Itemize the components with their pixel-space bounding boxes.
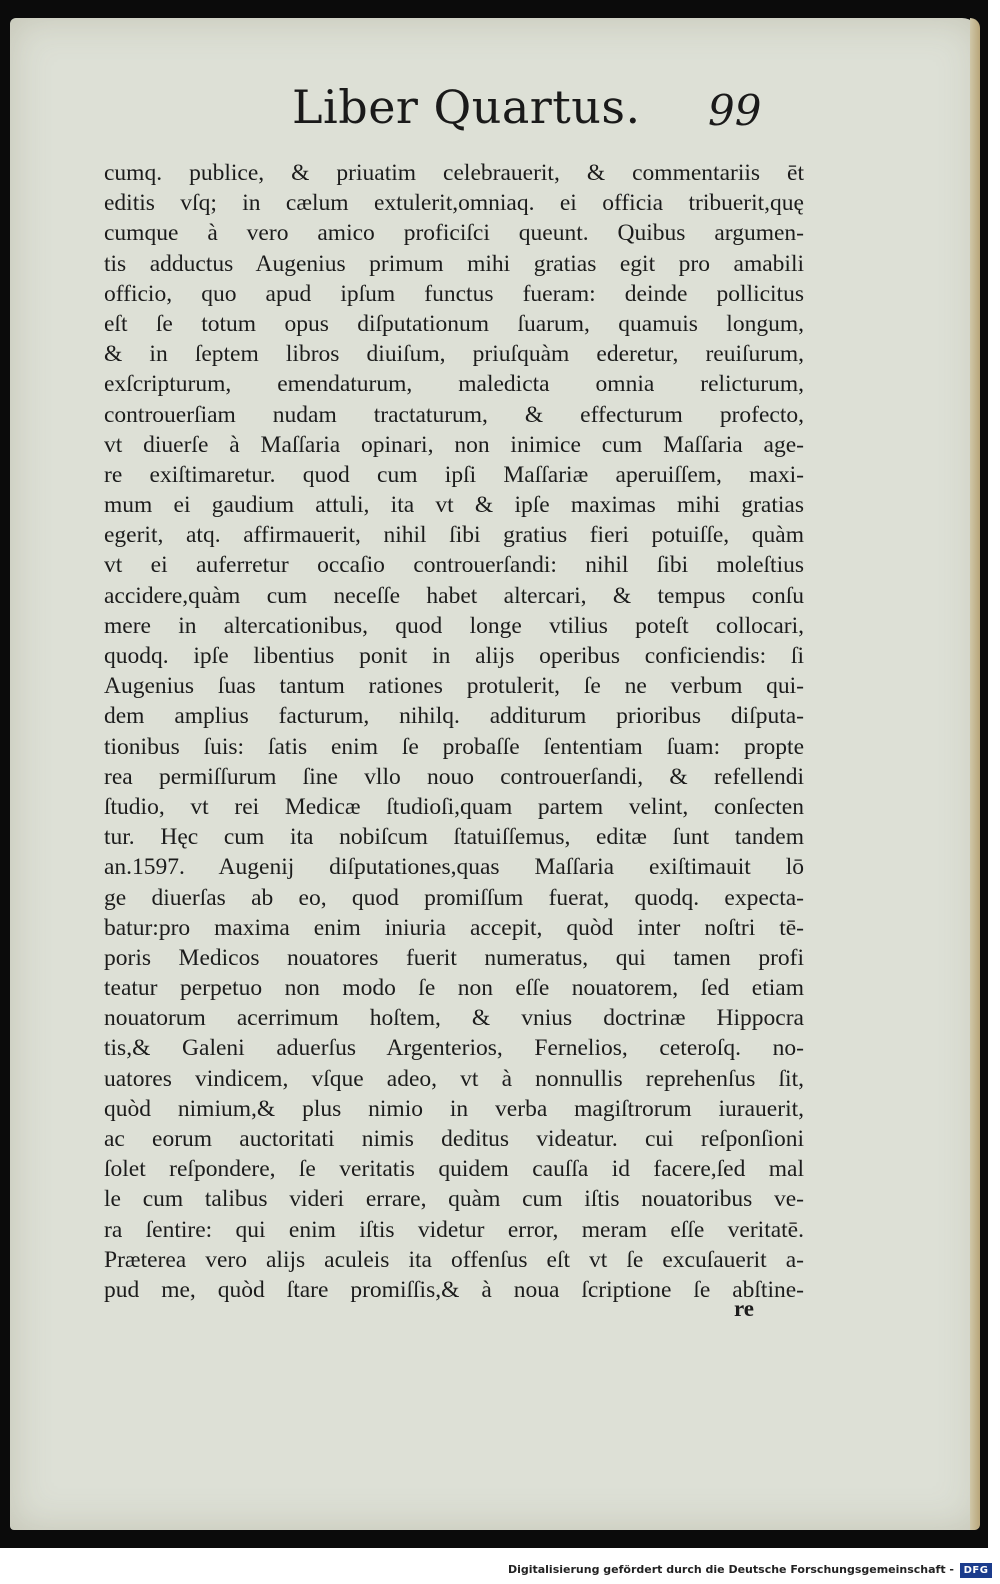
text-line: controuerſiam nudam tractaturum, & effecturum profecto, (104, 401, 804, 428)
text-line: officio, quo apud ipſum functus fueram: deinde pollicitus (104, 280, 804, 307)
page-header (280, 78, 780, 158)
text-line: egerit, atq. affirmauerit, nihil ſibi gratius fieri potuiſſe, quàm (104, 522, 804, 549)
text-line: re exiſtimaretur. quod cum ipſi Maſſariæ aperuiſſem, maxi- (104, 461, 804, 488)
text-line: uatores vindicem, vſque adeo, vt à nonnullis reprehenſus ſit, (104, 1065, 804, 1092)
text-line: le cum talibus videri errare, quàm cum iſtis nouatoribus ve- (104, 1186, 804, 1213)
text-line: tis,& Galeni aduerſus Argenterios, Fernelios, ceteroſq. no- (104, 1035, 804, 1062)
text-line: Præterea vero alijs aculeis ita offenſus eſt vt ſe excuſauerit a- (104, 1246, 804, 1273)
text-line: editis vſq; in cælum extulerit,omniaq. ei officia tribuerit,quę (104, 190, 804, 217)
text-line: eſt ſe totum opus diſputationum ſuarum, quamuis longum, (104, 310, 804, 337)
text-line: exſcripturum, emendaturum, maledicta omnia relicturum, (104, 371, 804, 398)
text-line: cumq. publice, & priuatim celebrauerit, & commentariis ēt (104, 160, 804, 186)
text-line: & in ſeptem libros diuiſum, priuſquàm ederetur, reuiſurum, (104, 341, 804, 368)
text-line: pud me, quòd ſtare promiſſis,& à noua ſcriptione ſe abſtine- (104, 1276, 804, 1303)
text-line: mere in altercationibus, quod longe vtilius poteſt collocari, (104, 612, 804, 639)
text-line: nouatorum acerrimum hoſtem, & vnius doctrinæ Hippocra (104, 1005, 804, 1032)
text-line: vt diuerſe à Maſſaria opinari, non inimice cum Maſſaria age- (104, 431, 804, 458)
text-line: ge diuerſas ab eo, quod promiſſum fuerat, quodq. expecta- (104, 884, 804, 911)
text-line: quodq. ipſe libentius ponit in alijs operibus conficiendis: ſi (104, 643, 804, 669)
text-line: mum ei gaudium attuli, ita vt & ipſe maximas mihi gratias (104, 492, 804, 519)
running-title: Liber Quartus. (292, 80, 641, 134)
text-line: Augenius ſuas tantum rationes protulerit, ſe ne verbum qui- (104, 673, 804, 700)
text-line: tis adductus Augenius primum mihi gratias egit pro amabili (104, 250, 804, 277)
page-edge (970, 18, 980, 1530)
text-line: tur. Hęc cum ita nobiſcum ſtatuiſſemus, editæ ſunt tandem (104, 824, 804, 851)
page-number: 99 (708, 86, 762, 135)
dfg-logo: DFG (960, 1563, 992, 1578)
text-line: cumque à vero amico proficiſci queunt. Quibus argumen- (104, 220, 804, 247)
text-line: ſtudio, vt rei Medicæ ſtudioſi,quam partem velint, conſecten (104, 793, 804, 820)
text-line: rea permiſſurum ſine vllo nouo controuerſandi, & refellendi (104, 763, 804, 790)
text-line: ſolet reſpondere, ſe veritatis quidem cauſſa id facere,ſed mal (104, 1156, 804, 1183)
body-text (104, 158, 804, 1305)
text-line: poris Medicos nouatores fuerit numeratus, qui tamen profi (104, 944, 804, 971)
text-line: quòd nimium,& plus nimio in verba magiſtrorum iurauerit, (104, 1095, 804, 1122)
text-line: tionibus ſuis: ſatis enim ſe probaſſe ſententiam ſuam: propte (104, 733, 804, 760)
text-line: accidere,quàm cum neceſſe habet altercari, & tempus conſu (104, 582, 804, 609)
text-line: dem amplius facturum, nihilq. additurum prioribus diſputa- (104, 703, 804, 730)
text-line: batur:pro maxima enim iniuria accepit, quòd inter noſtri tē- (104, 914, 804, 941)
text-line: ra ſentire: qui enim iſtis videtur error, meram eſſe veritatē. (104, 1216, 804, 1243)
digitization-credit: Digitalisierung gefördert durch die Deutsche Forschungsgemeinschaft - (507, 1563, 954, 1576)
text-line: vt ei auferretur occaſio controuerſandi: nihil ſibi moleſtius (104, 552, 804, 579)
text-line: ac eorum auctoritati nimis deditus videatur. cui reſponſioni (104, 1126, 804, 1152)
text-line: teatur perpetuo non modo ſe non eſſe nouatorem, ſed etiam (104, 975, 804, 1002)
text-line: an.1597. Augenij diſputationes,quas Maſſaria exiſtimauit lō (104, 854, 804, 881)
catchword: re (734, 1296, 755, 1321)
